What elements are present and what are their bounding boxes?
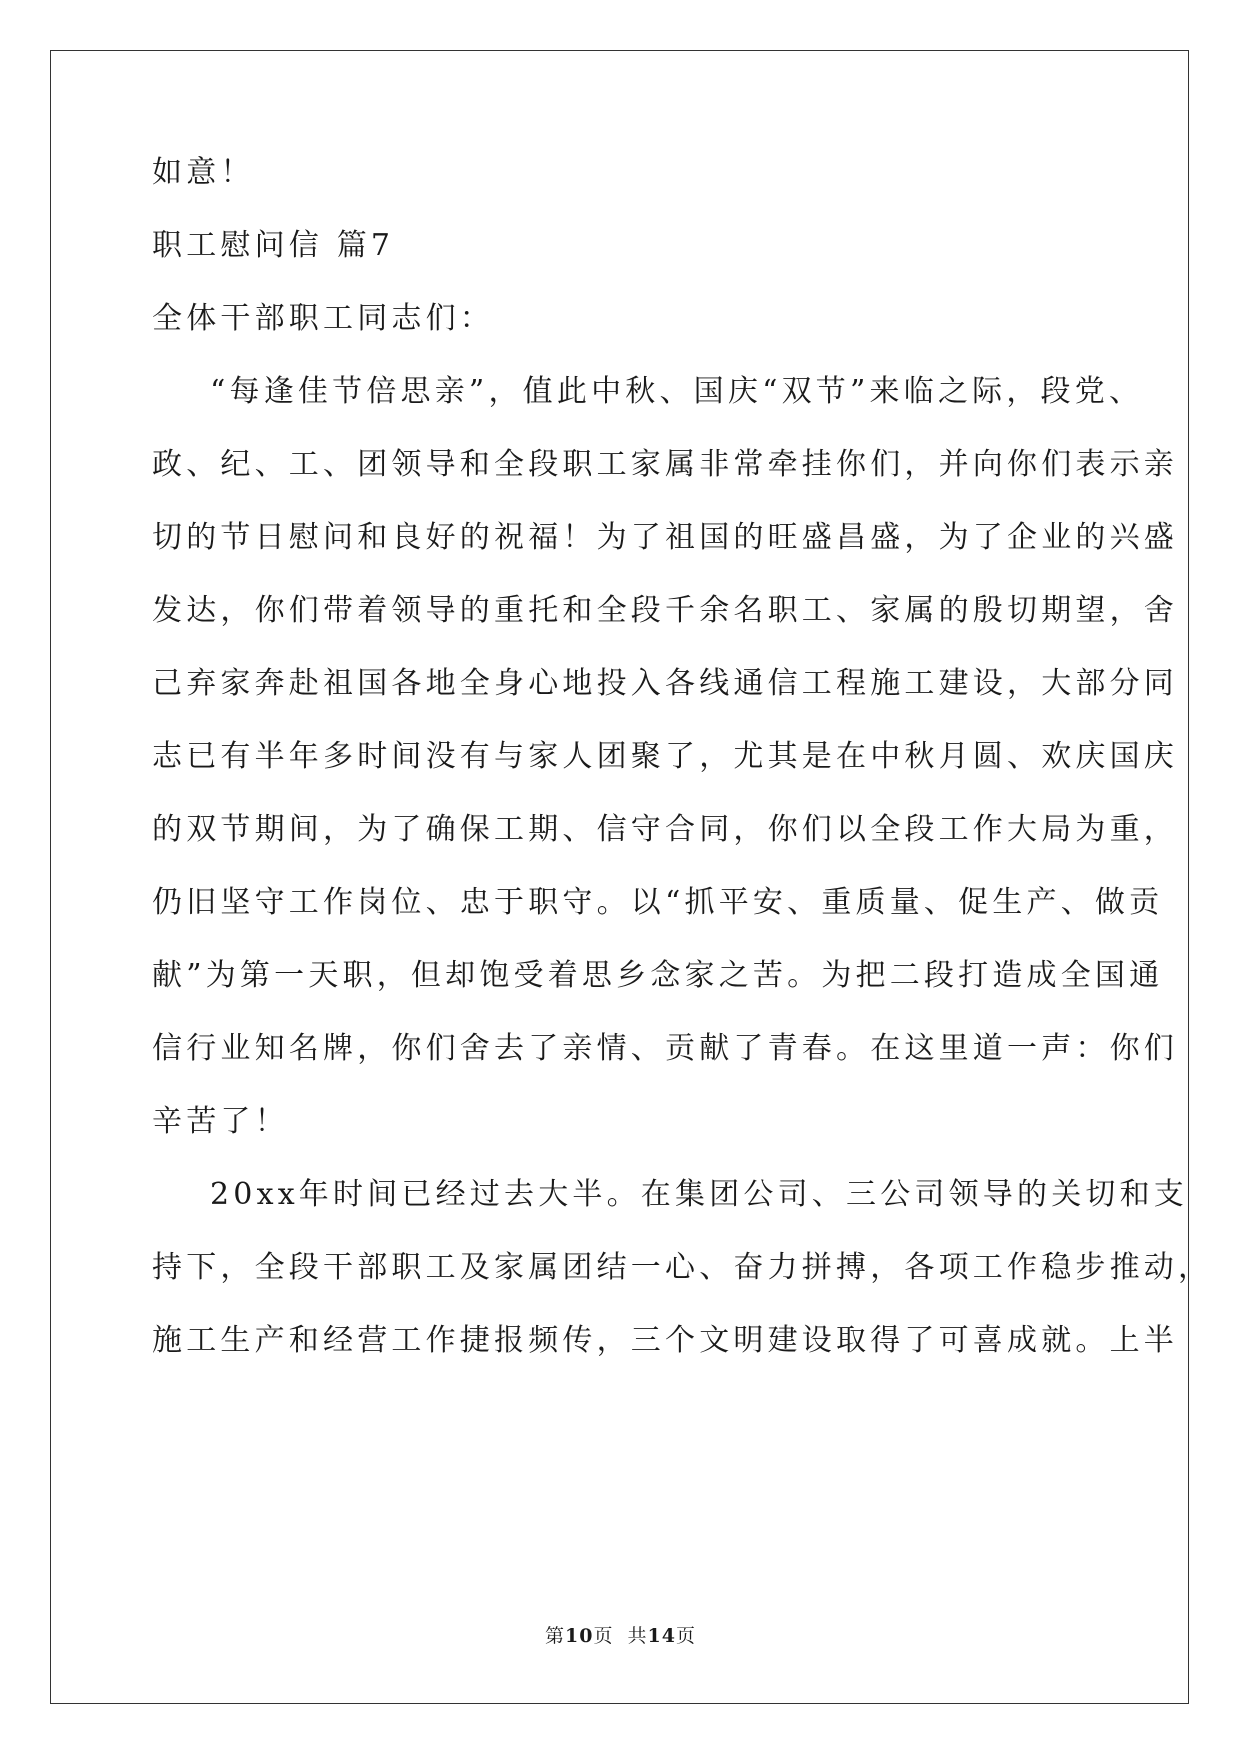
page-mid: 页 共 xyxy=(593,1625,648,1647)
text-line: 切的节日慰问和良好的祝福！为了祖国的旺盛昌盛，为了企业的兴盛 xyxy=(152,520,1178,555)
text-line: 献”为第一天职，但却饱受着思乡念家之苦。为把二段打造成全国通 xyxy=(152,958,1164,993)
text-line: 己弃家奔赴祖国各地全身心地投入各线通信工程施工建设，大部分同 xyxy=(152,666,1178,701)
text-line: 政、纪、工、团领导和全段职工家属非常牵挂你们，并向你们表示亲 xyxy=(152,447,1178,482)
section-heading: 职工慰问信 篇7 xyxy=(152,228,395,263)
text-line: 辛苦了！ xyxy=(152,1104,289,1139)
text-line: 如意！ xyxy=(152,155,255,190)
text-line: 的双节期间，为了确保工期、信守合同，你们以全段工作大局为重， xyxy=(152,812,1178,847)
page-current: 10 xyxy=(565,1625,594,1647)
page-prefix: 第 xyxy=(544,1625,565,1647)
page-frame xyxy=(50,50,1189,1704)
text-line: 持下，全段干部职工及家属团结一心、奋力拼搏，各项工作稳步推动， xyxy=(152,1250,1213,1285)
text-line: 20xx年时间已经过去大半。在集团公司、三公司领导的关切和支 xyxy=(210,1177,1189,1212)
text-line: 仍旧坚守工作岗位、忠于职守。以“抓平安、重质量、促生产、做贡 xyxy=(152,885,1164,920)
page-footer xyxy=(0,1624,1241,1648)
text-line: 施工生产和经营工作捷报频传，三个文明建设取得了可喜成就。上半 xyxy=(152,1323,1178,1358)
salutation: 全体干部职工同志们： xyxy=(152,301,494,336)
page-total: 14 xyxy=(647,1625,676,1647)
text-line: 信行业知名牌，你们舍去了亲情、贡献了青春。在这里道一声：你们 xyxy=(152,1031,1178,1066)
text-line: “每逢佳节倍思亲”，值此中秋、国庆“双节”来临之际，段党、 xyxy=(210,374,1144,409)
text-line: 发达，你们带着领导的重托和全段千余名职工、家属的殷切期望，舍 xyxy=(152,593,1178,628)
text-line: 志已有半年多时间没有与家人团聚了，尤其是在中秋月圆、欢庆国庆 xyxy=(152,739,1178,774)
page-suffix: 页 xyxy=(676,1625,697,1647)
